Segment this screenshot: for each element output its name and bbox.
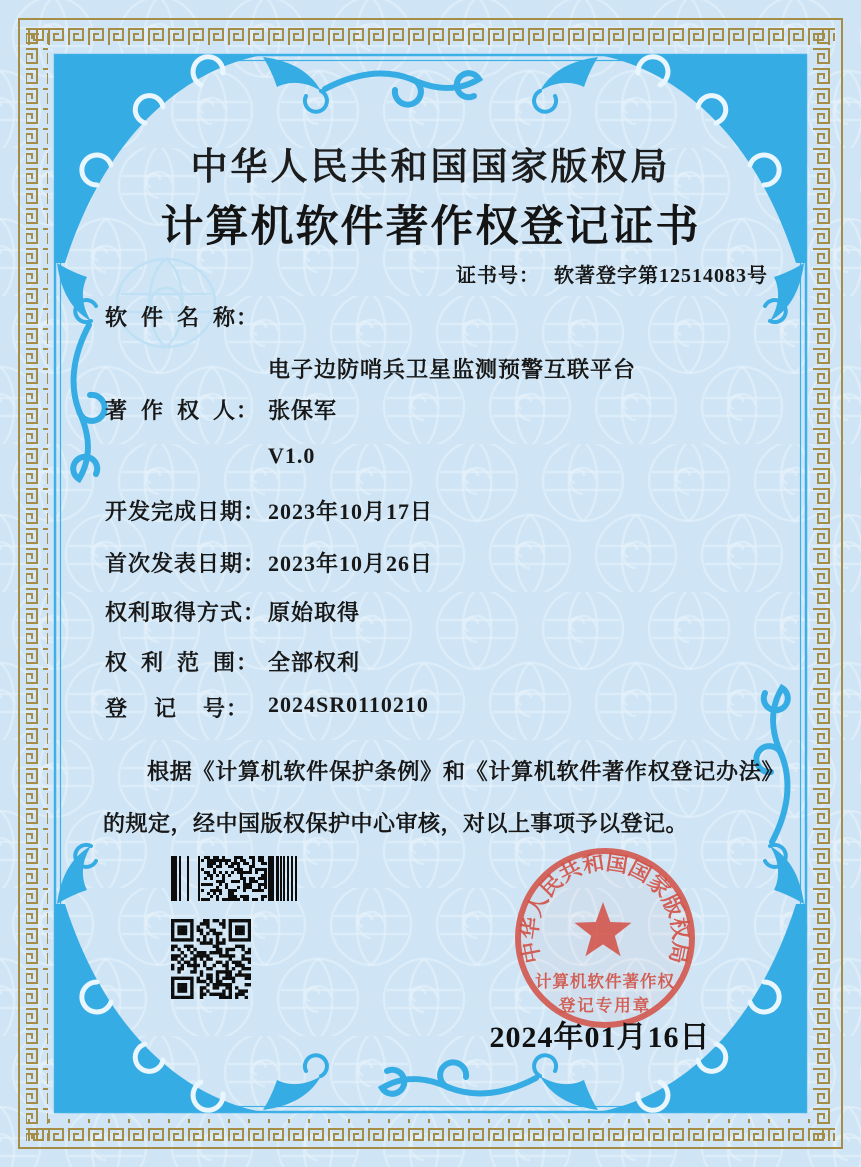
copyright-owner-value: 张保军 [268, 398, 338, 423]
field-rights-acquisition [105, 596, 360, 627]
authority-title: 中华人民共和国国家版权局 [190, 147, 671, 188]
seal-line1: 计算机软件著作权 [535, 972, 675, 991]
rights-scope-value: 全部权利 [268, 650, 361, 675]
dev-complete-date-value: 2023年10月17日 [268, 499, 434, 524]
registration-number-value: 2024SR0110210 [268, 692, 429, 717]
field-registration-number [105, 692, 429, 723]
copyright-owner-label: 著 作 权 人： [105, 398, 260, 423]
field-dev-complete-date [105, 495, 433, 526]
software-name-line1: 电子边防哨兵卫星监测预警互联平台 [268, 357, 637, 382]
registration-number-label: 登 记 号： [105, 696, 250, 721]
qr-code [171, 919, 251, 999]
rights-acquisition-label: 权利取得方式： [105, 600, 267, 625]
first-publish-date-label: 首次发表日期： [105, 551, 267, 576]
rights-scope-label: 权 利 范 围： [105, 650, 260, 675]
software-name-label: 软 件 名 称： [105, 305, 260, 330]
field-copyright-owner [105, 394, 337, 425]
field-rights-scope [105, 646, 360, 677]
certificate-number-label: 证书号： [456, 265, 540, 287]
software-version: V1.0 [268, 443, 316, 468]
certificate-number-value: 软著登字第12514083号 [554, 265, 768, 287]
seal-line2: 登记专用章 [558, 996, 652, 1015]
barcode [171, 856, 297, 901]
certificate-number [456, 259, 768, 288]
registration-statement: 根据《计算机软件保护条例》和《计算机软件著作权登记办法》的规定，经中国版权保护中心审核，对以上事项予以登记。 [103, 759, 773, 836]
rights-acquisition-value: 原始取得 [268, 600, 361, 625]
first-publish-date-value: 2023年10月26日 [268, 551, 434, 576]
field-first-publish-date [105, 547, 433, 578]
dev-complete-date-label: 开发完成日期： [105, 499, 267, 524]
seal-ring-text: 中华人民共和国国家版权局 [517, 850, 693, 966]
issue-date: 2024年01月16日 [489, 1021, 711, 1054]
certificate-title: 计算机软件著作权登记证书 [160, 204, 701, 251]
